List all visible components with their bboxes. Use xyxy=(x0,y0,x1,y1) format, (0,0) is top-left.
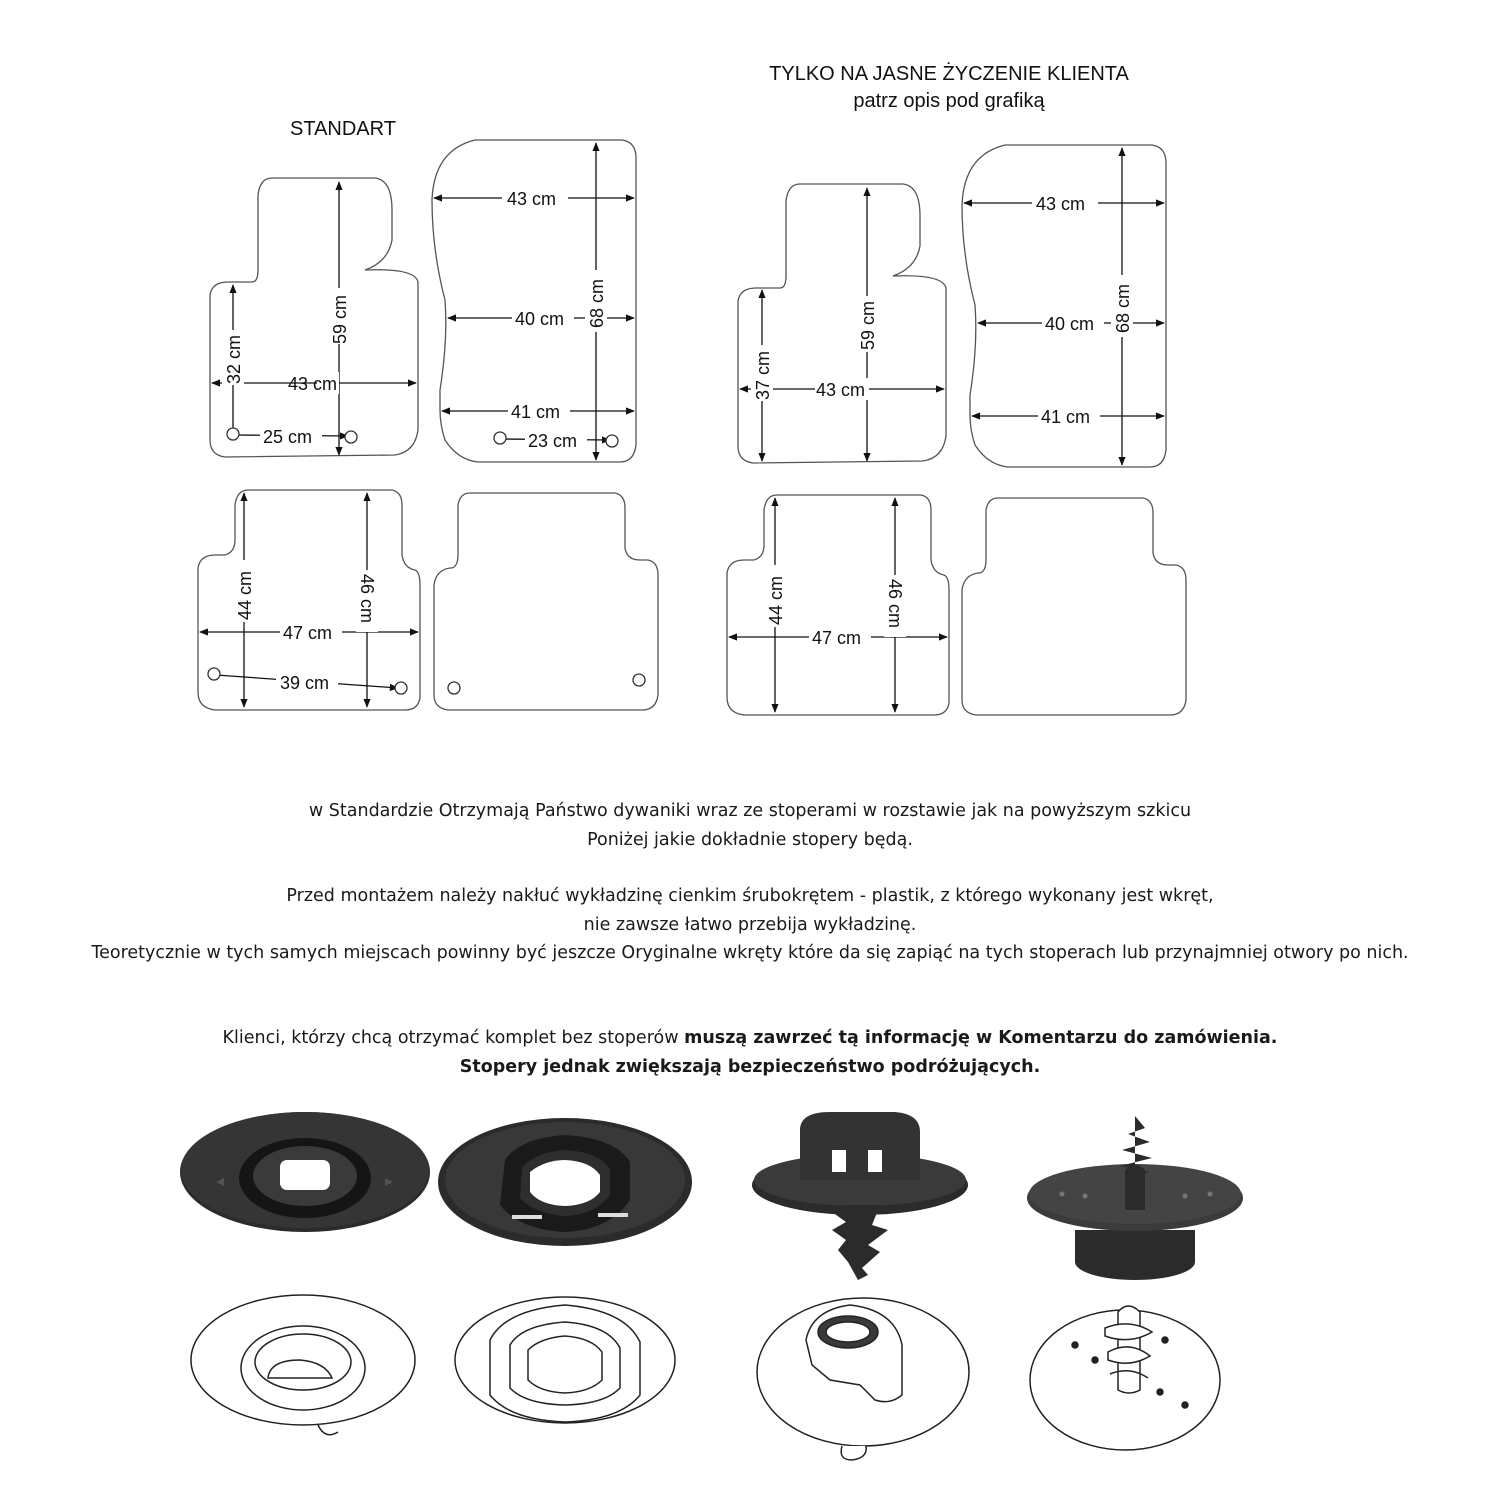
description-line: Poniżej jakie dokładnie stopery będą. xyxy=(587,829,913,850)
std-rear-left-mat xyxy=(198,490,420,710)
description-line: w Standardzie Otrzymają Państwo dywaniki wraz ze stoperami w rozstawie jak na powyższym szkicu xyxy=(308,801,1192,821)
dim-label: 43 cm xyxy=(507,189,557,209)
dim-label: 43 cm xyxy=(288,374,338,394)
dim-label: 40 cm xyxy=(515,309,565,329)
description-block xyxy=(0,797,1500,854)
dim-label: 68 cm xyxy=(587,278,607,328)
dim-label: 59 cm xyxy=(858,300,878,350)
order-note-normal: Klienci, którzy chcą otrzymać komplet bez stoperów xyxy=(222,1028,685,1048)
opt-front-right-mat xyxy=(962,145,1166,467)
dim-label: 47 cm xyxy=(283,623,333,643)
stopper-ring-drawing xyxy=(191,1295,415,1435)
description-line: nie zawsze łatwo przebija wykładzinę. xyxy=(583,914,917,935)
heading-standard: STANDART xyxy=(290,118,396,140)
dim-label: 46 cm xyxy=(885,579,905,629)
dim-label: 23 cm xyxy=(528,431,578,451)
stopper-twist-screw-photo xyxy=(1027,1116,1243,1280)
dim-label: 68 cm xyxy=(1113,283,1133,333)
opt-front-left-mat xyxy=(738,184,946,463)
heading-optional-sub: patrz opis pod grafiką xyxy=(853,90,1045,112)
order-note-bold: muszą zawrzeć tą informację w Komentarzu do zamówienia. xyxy=(684,1028,1278,1048)
dim-label: 32 cm xyxy=(224,334,244,384)
std-rear-right-mat xyxy=(434,493,658,710)
order-note xyxy=(0,1024,1500,1081)
mounting-instructions xyxy=(0,882,1500,968)
dim-label: 43 cm xyxy=(1036,194,1086,214)
stopper-frame-photo xyxy=(438,1118,692,1246)
dim-label: 59 cm xyxy=(330,294,350,344)
dim-label: 25 cm xyxy=(263,427,313,447)
opt-rear-right-mat xyxy=(962,498,1186,715)
stopper-screw-cap-drawing xyxy=(757,1298,969,1460)
dim-label: 44 cm xyxy=(766,575,786,625)
dim-label: 41 cm xyxy=(511,402,561,422)
stopper-twist-screw-drawing xyxy=(1030,1306,1220,1450)
dim-label: 40 cm xyxy=(1045,314,1095,334)
stopper-screw-cap-photo xyxy=(752,1112,968,1280)
safety-note: Stopery jednak zwiększają bezpieczeństwo podróżujących. xyxy=(459,1056,1041,1077)
dim-label: 43 cm xyxy=(816,380,866,400)
stopper-frame-drawing xyxy=(455,1297,675,1423)
order-note-line xyxy=(0,1053,1500,1082)
dim-label: 47 cm xyxy=(812,628,862,648)
dim-label: 37 cm xyxy=(753,350,773,400)
dim-label: 46 cm xyxy=(357,574,377,624)
opt-rear-left-mat xyxy=(727,495,949,715)
dim-label: 39 cm xyxy=(280,673,330,693)
std-front-left-mat xyxy=(210,178,418,457)
order-note-line xyxy=(0,1024,1500,1053)
description-line: Przed montażem należy nakłuć wykładzinę cienkim śrubokrętem - plastik, z którego wykonany jest wkręt, xyxy=(286,886,1214,906)
stopper-ring-photo xyxy=(180,1112,430,1232)
dim-label: 41 cm xyxy=(1041,407,1091,427)
description-line: Teoretycznie w tych samych miejscach powinny być jeszcze Oryginalne wkręty które da się zapiąć na tych stoperach lub przynajmniej otwory po nich. xyxy=(91,943,1409,963)
heading-optional: TYLKO NA JASNE ŻYCZENIE KLIENTA xyxy=(769,63,1129,85)
std-front-right-mat xyxy=(432,140,636,462)
dim-label: 44 cm xyxy=(235,570,255,620)
